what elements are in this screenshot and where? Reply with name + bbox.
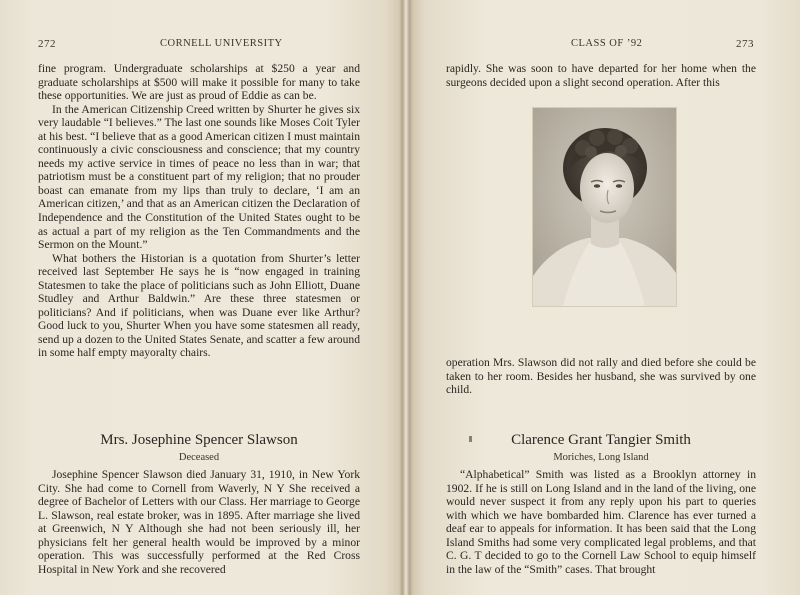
right-body-text-after-photo xyxy=(446,356,756,397)
right-page-number: 273 xyxy=(736,38,754,50)
paragraph: rapidly. She was soon to have departed for her home when the surgeons decided upon a slight second operation. After this xyxy=(446,62,756,89)
paragraph: fine program. Undergraduate scholarships at $250 a year and graduate scholarships at $500 will make it possible for many to take these opportunities. We are just as proud of Eddie as can be. xyxy=(38,62,360,103)
right-running-head: CLASS OF ’92 xyxy=(571,38,643,49)
paragraph: “Alphabetical” Smith was listed as a Brooklyn attorney in 1902. If he is still on Long Island and in the land of the living, one would never suspect it from any reply upon his part to queries with which we have bombarded him. Clarence has ever turned a deaf ear to appeals for information. It has been said that the Long Island Smiths had some very complicated legal problems, and that C. G. T decided to go to the Cornell Law School to equip himself in the law of the “Smith” cases. That brought xyxy=(446,468,756,576)
left-running-head: CORNELL UNIVERSITY xyxy=(160,38,283,49)
paragraph: Josephine Spencer Slawson died January 31, 1910, in New York City. She had come to Cornell from Waverly, N Y She received a degree of Bachelor of Letters with our Class. Her marriage to George L. Slawson, real estate broker, was in 1895. After marriage she lived at Greenwich, N Y Although she had not been seriously ill, her physicians felt her general health would be improved by a minor operation. This was successfully performed at the Red Cross Hospital in New York and she recovered xyxy=(38,468,360,576)
section-title-smith: Clarence Grant Tangier Smith xyxy=(511,432,691,448)
paragraph: In the American Citizenship Creed written by Shurter he gives six very laudable “I believes.” The last one sounds like Moses Coit Tyler at his best. “I believe that as a good American citizen I must maintain continuously a civic consciousness and conscience; that my country needs my active service in times of peace no less than in war; that patriotism must be a constituent part of my religion; that no prouder boast can emanate from my lips than truly to declare, ‘I am an American citizen,’ and that as an American citizen the Declaration of Independence and the Constitution of the United States ought to be as actual a part of my religion as the Ten Commandments and the Sermon on the Mount.” xyxy=(38,102,360,252)
left-body-text xyxy=(38,62,360,360)
book-gutter xyxy=(399,0,413,595)
right-body-text-top xyxy=(446,62,756,89)
section-title-slawson: Mrs. Josephine Spencer Slawson xyxy=(100,432,298,448)
paragraph: What bothers the Historian is a quotation from Shurter’s letter received last September He says he is “now engaged in training Statesmen to take the place of politicians such as John Elliott, Duane Studley and Arthur Baldwin.” Are these three statesmen or politicians? And if politicians, when was Duane ever like Arthur? Good luck to you, Shurter When you have some statesmen all ready, send up a dozen to the United States Senate, and scatter a few around in some half empty mayoralty chairs. xyxy=(38,251,360,360)
slawson-body-text xyxy=(38,468,360,576)
left-page-number: 272 xyxy=(38,38,56,50)
section-subtitle-deceased: Deceased xyxy=(178,452,220,463)
section-subtitle-location: Moriches, Long Island xyxy=(553,452,649,463)
paragraph: operation Mrs. Slawson did not rally and died before she could be taken to her room. Besides her husband, she was survived by one child. xyxy=(446,356,756,397)
portrait-photo xyxy=(532,107,677,307)
right-page xyxy=(406,0,800,595)
portrait-image xyxy=(533,108,676,306)
smith-body-text xyxy=(446,468,756,576)
